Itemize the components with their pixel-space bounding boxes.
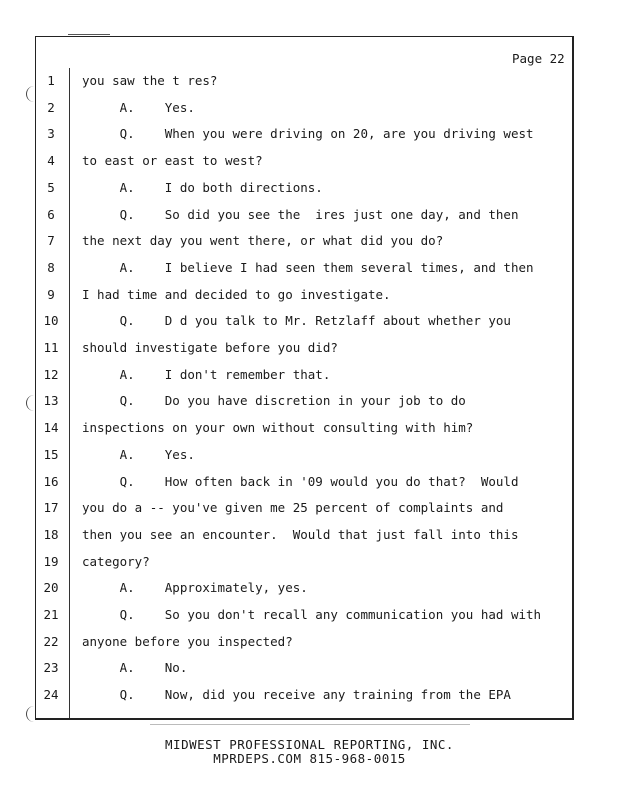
line-text: category? <box>82 554 150 569</box>
transcript-line <box>0 287 619 307</box>
line-text: A. I believe I had seen them several times, and then <box>82 260 534 275</box>
line-number: 23 <box>43 660 59 675</box>
line-number: 24 <box>43 687 59 702</box>
line-number: 18 <box>43 527 59 542</box>
line-number: 14 <box>43 420 59 435</box>
page-number-label: Page 22 <box>512 51 565 66</box>
transcript-line <box>0 393 619 413</box>
line-text: Q. So did you see the ires just one day, and then <box>82 207 519 222</box>
transcript-line <box>0 313 619 333</box>
footer-separator <box>150 724 470 725</box>
line-number: 20 <box>43 580 59 595</box>
line-text: Q. When you were driving on 20, are you driving west <box>82 126 534 141</box>
line-text: inspections on your own without consulting with him? <box>82 420 474 435</box>
line-text: Q. Now, did you receive any training from the EPA <box>82 687 511 702</box>
line-text: anyone before you inspected? <box>82 634 293 649</box>
transcript-line <box>0 153 619 173</box>
line-number: 9 <box>47 287 55 302</box>
transcript-line <box>0 527 619 547</box>
transcript-line <box>0 420 619 440</box>
footer-contact: MPRDEPS.COM 815-968-0015 <box>213 751 406 766</box>
line-text: A. I do both directions. <box>82 180 323 195</box>
transcript-line <box>0 233 619 253</box>
transcript-line <box>0 554 619 574</box>
line-number: 8 <box>47 260 55 275</box>
transcript-line <box>0 447 619 467</box>
transcript-line <box>0 687 619 707</box>
line-number: 1 <box>47 73 55 88</box>
line-text: I had time and decided to go investigate. <box>82 287 391 302</box>
transcript-line <box>0 180 619 200</box>
line-text: you saw the t res? <box>82 73 218 88</box>
transcript-line <box>0 474 619 494</box>
line-number: 21 <box>43 607 59 622</box>
line-number: 11 <box>43 340 59 355</box>
line-text: the next day you went there, or what did you do? <box>82 233 444 248</box>
line-number: 5 <box>47 180 55 195</box>
top-edge-mark <box>68 34 110 35</box>
line-number: 12 <box>43 367 59 382</box>
binder-hole-mark <box>26 706 37 722</box>
line-number: 10 <box>43 313 59 328</box>
transcript-line <box>0 340 619 360</box>
transcript-line <box>0 634 619 654</box>
footer-company: MIDWEST PROFESSIONAL REPORTING, INC. <box>165 737 454 752</box>
transcript-line <box>0 260 619 280</box>
line-text: Q. So you don't recall any communication you had with <box>82 607 542 622</box>
transcript-line <box>0 73 619 93</box>
line-text: then you see an encounter. Would that just fall into this <box>82 527 519 542</box>
line-number: 16 <box>43 474 59 489</box>
transcript-line <box>0 207 619 227</box>
transcript-line <box>0 580 619 600</box>
line-number: 3 <box>47 126 55 141</box>
transcript-line <box>0 500 619 520</box>
line-text: should investigate before you did? <box>82 340 338 355</box>
transcript-line <box>0 607 619 627</box>
line-number: 22 <box>43 634 59 649</box>
line-text: A. Yes. <box>82 100 195 115</box>
transcript-line <box>0 100 619 120</box>
line-number: 4 <box>47 153 55 168</box>
line-text: Q. Do you have discretion in your job to do <box>82 393 466 408</box>
line-text: Q. How often back in '09 would you do that? Would <box>82 474 519 489</box>
line-text: to east or east to west? <box>82 153 263 168</box>
line-text: you do a -- you've given me 25 percent of complaints and <box>82 500 504 515</box>
line-text: A. No. <box>82 660 188 675</box>
line-text: A. Yes. <box>82 447 195 462</box>
line-number: 17 <box>43 500 59 515</box>
line-number: 2 <box>47 100 55 115</box>
transcript-line <box>0 367 619 387</box>
line-text: A. I don't remember that. <box>82 367 331 382</box>
transcript-line <box>0 126 619 146</box>
line-text: A. Approximately, yes. <box>82 580 308 595</box>
line-number: 19 <box>43 554 59 569</box>
line-number: 13 <box>43 393 59 408</box>
line-number: 7 <box>47 233 55 248</box>
line-number: 6 <box>47 207 55 222</box>
transcript-line <box>0 660 619 680</box>
line-number: 15 <box>43 447 59 462</box>
line-text: Q. D d you talk to Mr. Retzlaff about whether you <box>82 313 511 328</box>
